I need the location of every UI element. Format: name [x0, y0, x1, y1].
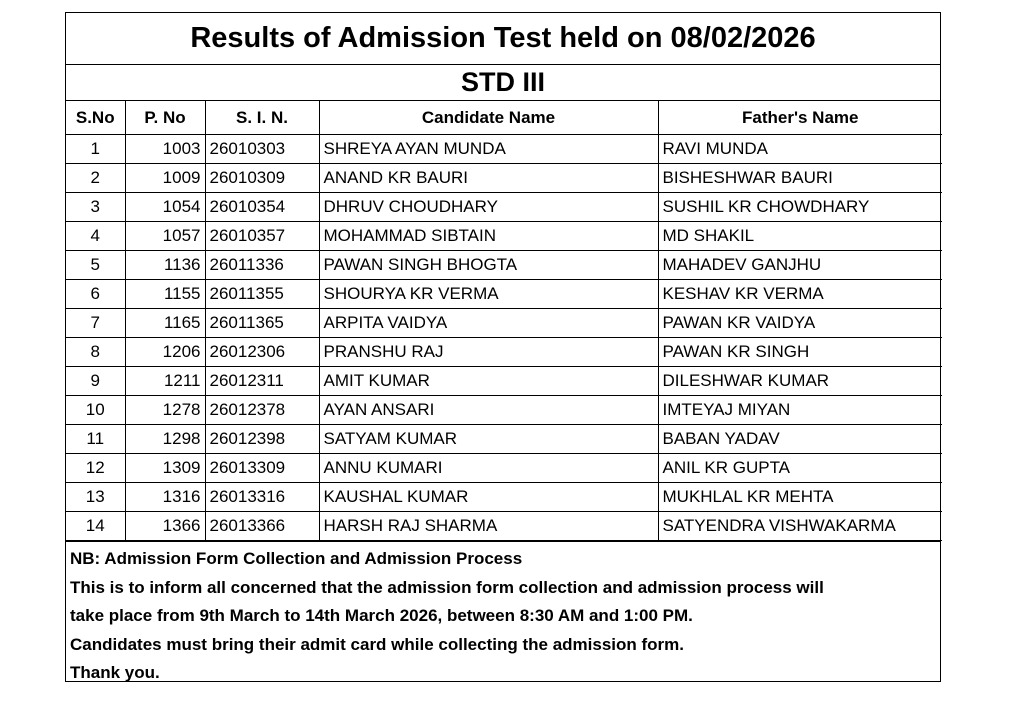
cell-candidate-name: MOHAMMAD SIBTAIN: [319, 222, 658, 251]
cell-sno: 6: [66, 280, 125, 309]
cell-sno: 2: [66, 164, 125, 193]
cell-father-name: MAHADEV GANJHU: [658, 251, 942, 280]
cell-sin: 26012311: [205, 367, 319, 396]
notice-line: take place from 9th March to 14th March 2026, between 8:30 AM and 1:00 PM.: [70, 606, 693, 625]
cell-candidate-name: HARSH RAJ SHARMA: [319, 512, 658, 541]
cell-father-name: KESHAV KR VERMA: [658, 280, 942, 309]
table-row: [66, 483, 942, 512]
cell-sin: 26012306: [205, 338, 319, 367]
cell-pno: 1003: [125, 135, 205, 164]
cell-father-name: RAVI MUNDA: [658, 135, 942, 164]
cell-pno: 1298: [125, 425, 205, 454]
cell-father-name: PAWAN KR VAIDYA: [658, 309, 942, 338]
column-header-candidate-name: Candidate Name: [319, 101, 658, 135]
cell-pno: 1136: [125, 251, 205, 280]
table-body: [66, 135, 942, 541]
cell-sno: 11: [66, 425, 125, 454]
cell-sno: 3: [66, 193, 125, 222]
cell-sin: 26010309: [205, 164, 319, 193]
cell-sin: 26012378: [205, 396, 319, 425]
cell-sno: 5: [66, 251, 125, 280]
cell-sno: 12: [66, 454, 125, 483]
cell-pno: 1057: [125, 222, 205, 251]
cell-sno: 4: [66, 222, 125, 251]
notice-heading: NB: Admission Form Collection and Admission Process: [70, 549, 523, 568]
table-row: [66, 251, 942, 280]
cell-sno: 9: [66, 367, 125, 396]
cell-pno: 1054: [125, 193, 205, 222]
cell-candidate-name: KAUSHAL KUMAR: [319, 483, 658, 512]
cell-candidate-name: ARPITA VAIDYA: [319, 309, 658, 338]
cell-sin: 26011365: [205, 309, 319, 338]
table-row: [66, 280, 942, 309]
cell-sin: 26010354: [205, 193, 319, 222]
cell-pno: 1206: [125, 338, 205, 367]
cell-candidate-name: PAWAN SINGH BHOGTA: [319, 251, 658, 280]
cell-candidate-name: SATYAM KUMAR: [319, 425, 658, 454]
table-row: [66, 512, 942, 541]
cell-candidate-name: DHRUV CHOUDHARY: [319, 193, 658, 222]
cell-candidate-name: SHOURYA KR VERMA: [319, 280, 658, 309]
table-row: [66, 367, 942, 396]
cell-father-name: BABAN YADAV: [658, 425, 942, 454]
cell-candidate-name: AMIT KUMAR: [319, 367, 658, 396]
results-sheet: [65, 12, 941, 682]
cell-father-name: SATYENDRA VISHWAKARMA: [658, 512, 942, 541]
cell-sno: 7: [66, 309, 125, 338]
cell-candidate-name: SHREYA AYAN MUNDA: [319, 135, 658, 164]
cell-sin: 26011355: [205, 280, 319, 309]
cell-candidate-name: PRANSHU RAJ: [319, 338, 658, 367]
class-subtitle: STD III: [66, 65, 940, 101]
cell-father-name: PAWAN KR SINGH: [658, 338, 942, 367]
table-row: [66, 338, 942, 367]
cell-pno: 1316: [125, 483, 205, 512]
cell-candidate-name: ANAND KR BAURI: [319, 164, 658, 193]
cell-pno: 1211: [125, 367, 205, 396]
cell-candidate-name: AYAN ANSARI: [319, 396, 658, 425]
cell-candidate-name: ANNU KUMARI: [319, 454, 658, 483]
cell-father-name: ANIL KR GUPTA: [658, 454, 942, 483]
cell-father-name: IMTEYAJ MIYAN: [658, 396, 942, 425]
column-header-sno: S.No: [66, 101, 125, 135]
table-row: [66, 164, 942, 193]
column-header-father-name: Father's Name: [658, 101, 942, 135]
notice-block: [66, 541, 940, 688]
cell-pno: 1278: [125, 396, 205, 425]
cell-father-name: DILESHWAR KUMAR: [658, 367, 942, 396]
table-row: [66, 309, 942, 338]
page-title: Results of Admission Test held on 08/02/2026: [66, 13, 940, 65]
cell-father-name: MUKHLAL KR MEHTA: [658, 483, 942, 512]
column-header-sin: S. I. N.: [205, 101, 319, 135]
table-row: [66, 222, 942, 251]
cell-pno: 1009: [125, 164, 205, 193]
notice-line: This is to inform all concerned that the admission form collection and admission process will: [70, 577, 824, 597]
cell-pno: 1155: [125, 280, 205, 309]
cell-sno: 8: [66, 338, 125, 367]
cell-sin: 26012398: [205, 425, 319, 454]
cell-sin: 26013366: [205, 512, 319, 541]
cell-pno: 1366: [125, 512, 205, 541]
notice-closing: Thank you.: [70, 663, 160, 682]
cell-father-name: BISHESHWAR BAURI: [658, 164, 942, 193]
cell-sin: 26013309: [205, 454, 319, 483]
table-row: [66, 396, 942, 425]
cell-sin: 26010357: [205, 222, 319, 251]
cell-pno: 1309: [125, 454, 205, 483]
cell-sin: 26010303: [205, 135, 319, 164]
cell-sno: 14: [66, 512, 125, 541]
table-header-row: [66, 101, 942, 135]
notice-line: Candidates must bring their admit card while collecting the admission form.: [70, 634, 684, 654]
cell-pno: 1165: [125, 309, 205, 338]
results-table: [66, 101, 942, 541]
cell-sno: 13: [66, 483, 125, 512]
table-row: [66, 135, 942, 164]
cell-father-name: SUSHIL KR CHOWDHARY: [658, 193, 942, 222]
cell-sno: 10: [66, 396, 125, 425]
table-row: [66, 193, 942, 222]
table-row: [66, 454, 942, 483]
cell-sin: 26011336: [205, 251, 319, 280]
cell-sno: 1: [66, 135, 125, 164]
cell-father-name: MD SHAKIL: [658, 222, 942, 251]
column-header-pno: P. No: [125, 101, 205, 135]
cell-sin: 26013316: [205, 483, 319, 512]
table-row: [66, 425, 942, 454]
